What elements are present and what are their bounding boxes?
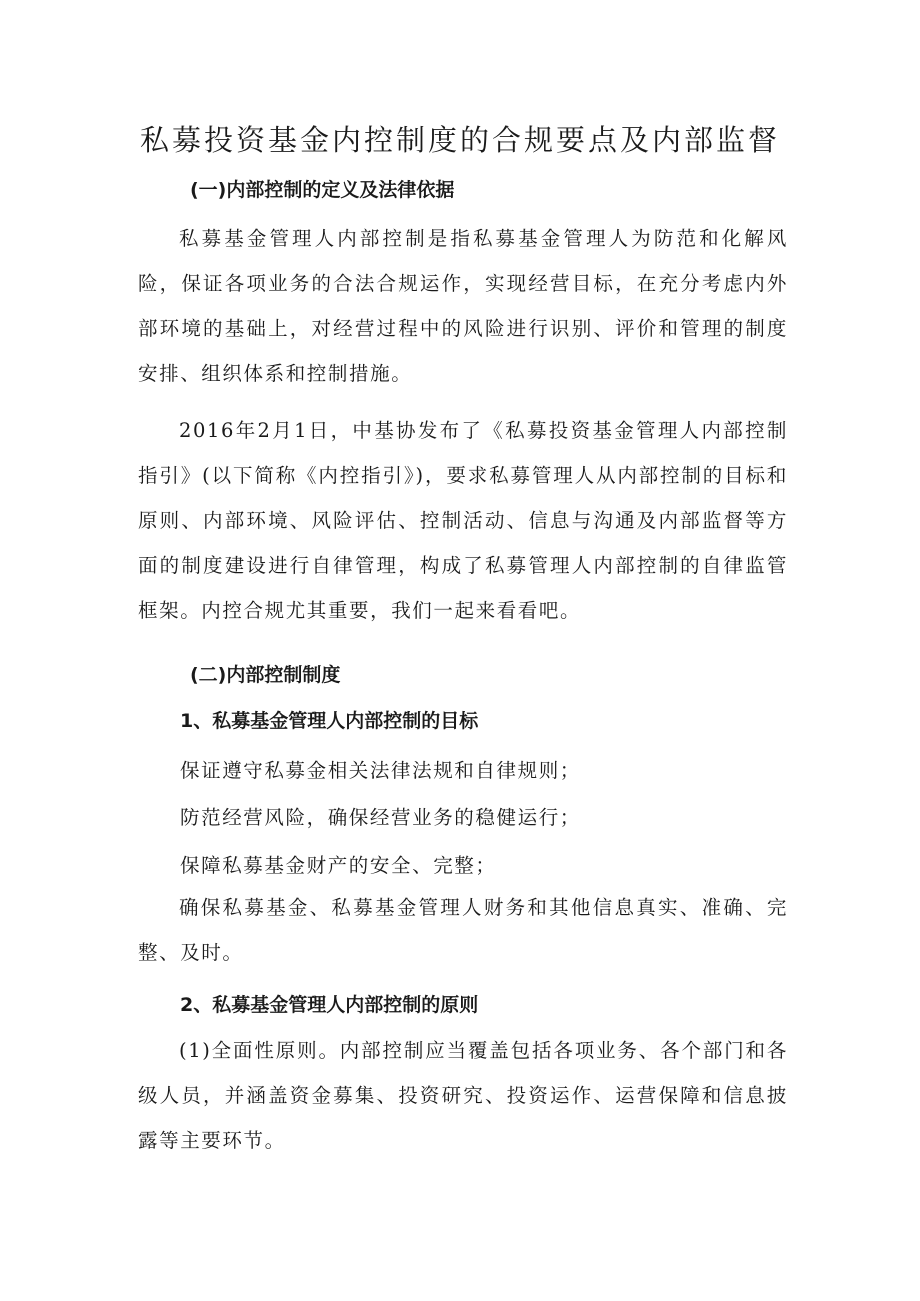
subsection-heading-principles: 2、私募基金管理人内部控制的原则 (180, 994, 479, 1016)
subsection-heading-objectives: 1、私募基金管理人内部控制的目标 (180, 710, 479, 732)
document-title: 私募投资基金内控制度的合规要点及内部监督 (139, 123, 780, 157)
paragraph-comprehensive-principle: (1)全面性原则。内部控制应当覆盖包括各项业务、各个部门和各级人员，并涵盖资金募集、投资研究、投资运作、运营保障和信息披露等主要环节。 (138, 1039, 788, 1152)
section-heading-definition: (一)内部控制的定义及法律依据 (190, 179, 455, 201)
objective-item: 保证遵守私募金相关法律法规和自律规则； (180, 759, 581, 782)
objective-item: 确保私募基金、私募基金管理人财务和其他信息真实、准确、完整、及时。 (138, 896, 788, 964)
paragraph-guideline: 2016年2月1日，中基协发布了《私募投资基金管理人内部控制指引》(以下简称《内控指引》)，要求私募管理人从内部控制的目标和原则、内部环境、风险评估、控制活动、信息与沟通及内部监督等方面的制度建设进行自律管理，构成了私募管理人内部控制的自律监管框架。内控合规尤其重要，我们一起来看看吧。 (138, 419, 788, 622)
paragraph-definition: 私募基金管理人内部控制是指私募基金管理人为防范和化解风险，保证各项业务的合法合规运作，实现经营目标，在充分考虑内外部环境的基础上，对经营过程中的风险进行识别、评价和管理的制度安排、组织体系和控制措施。 (138, 227, 788, 385)
section-heading-system: (二)内部控制制度 (190, 664, 341, 686)
objective-item: 保障私募基金财产的安全、完整； (180, 854, 497, 877)
objective-item: 防范经营风险，确保经营业务的稳健运行； (180, 806, 581, 829)
